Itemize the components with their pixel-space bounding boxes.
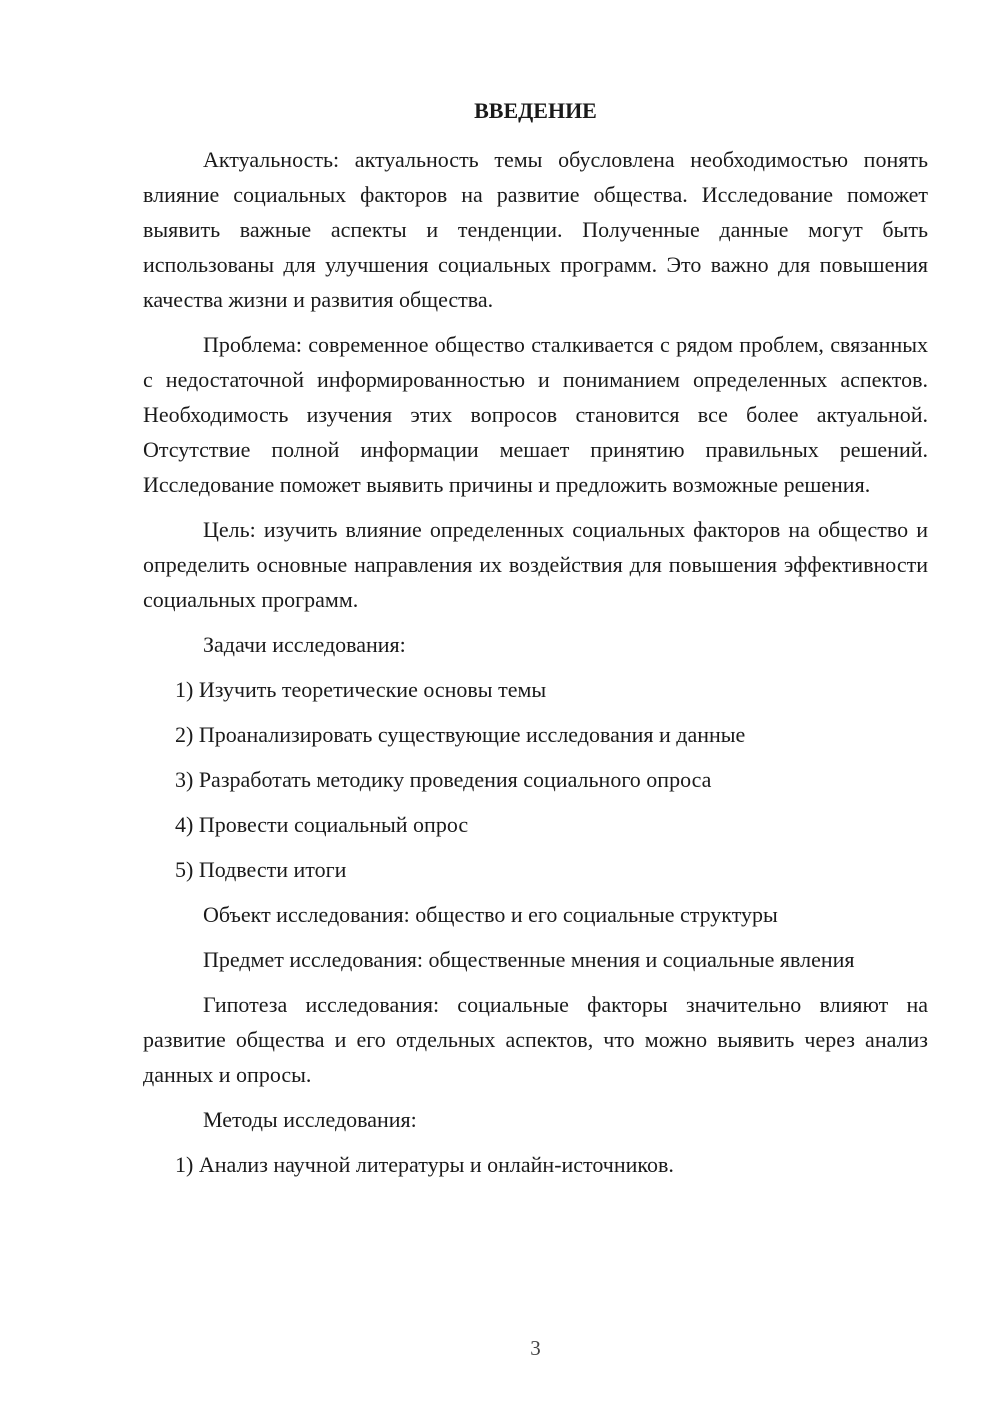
task-item: 5) Подвести итоги bbox=[175, 857, 347, 882]
hypothesis-paragraph: Гипотеза исследования: социальные факторы значительно влияют на развитие общества и его отдельных аспектов, что можно выявить через анализ данных и опросы. bbox=[143, 992, 928, 1087]
tasks-heading: Задачи исследования: bbox=[203, 632, 406, 657]
tasks-list bbox=[143, 672, 928, 887]
object-paragraph: Объект исследования: общество и его социальные структуры bbox=[203, 902, 778, 927]
task-item: 3) Разработать методику проведения социального опроса bbox=[175, 767, 712, 792]
problem-paragraph: Проблема: современное общество сталкивается с рядом проблем, связанных с недостаточной информированностью и пониманием определенных аспектов. Необходимость изучения этих вопросов становится все более актуальной. Отсутствие полной информации мешает принятию правильных решений. Исследование поможет выявить причины и предложить возможные решения. bbox=[143, 332, 928, 497]
document-body bbox=[143, 142, 928, 1192]
methods-heading: Методы исследования: bbox=[203, 1107, 417, 1132]
subject-paragraph: Предмет исследования: общественные мнения и социальные явления bbox=[203, 947, 855, 972]
task-item: 1) Изучить теоретические основы темы bbox=[175, 677, 547, 702]
task-item: 4) Провести социальный опрос bbox=[175, 812, 469, 837]
goal-paragraph: Цель: изучить влияние определенных социальных факторов на общество и определить основные направления их воздействия для повышения эффективности социальных программ. bbox=[143, 517, 928, 612]
method-item: 1) Анализ научной литературы и онлайн-источников. bbox=[175, 1152, 674, 1177]
document-page bbox=[143, 0, 928, 1414]
relevance-paragraph: Актуальность: актуальность темы обусловлена необходимостью понять влияние социальных факторов на развитие общества. Исследование поможет выявить важные аспекты и тенденции. Полученные данные могут быть использованы для улучшения социальных программ. Это важно для повышения качества жизни и развития общества. bbox=[143, 147, 928, 312]
page-title: ВВЕДЕНИЕ bbox=[474, 98, 597, 123]
task-item: 2) Проанализировать существующие исследования и данные bbox=[175, 722, 746, 747]
page-number: 3 bbox=[530, 1336, 541, 1360]
methods-list bbox=[143, 1147, 928, 1182]
